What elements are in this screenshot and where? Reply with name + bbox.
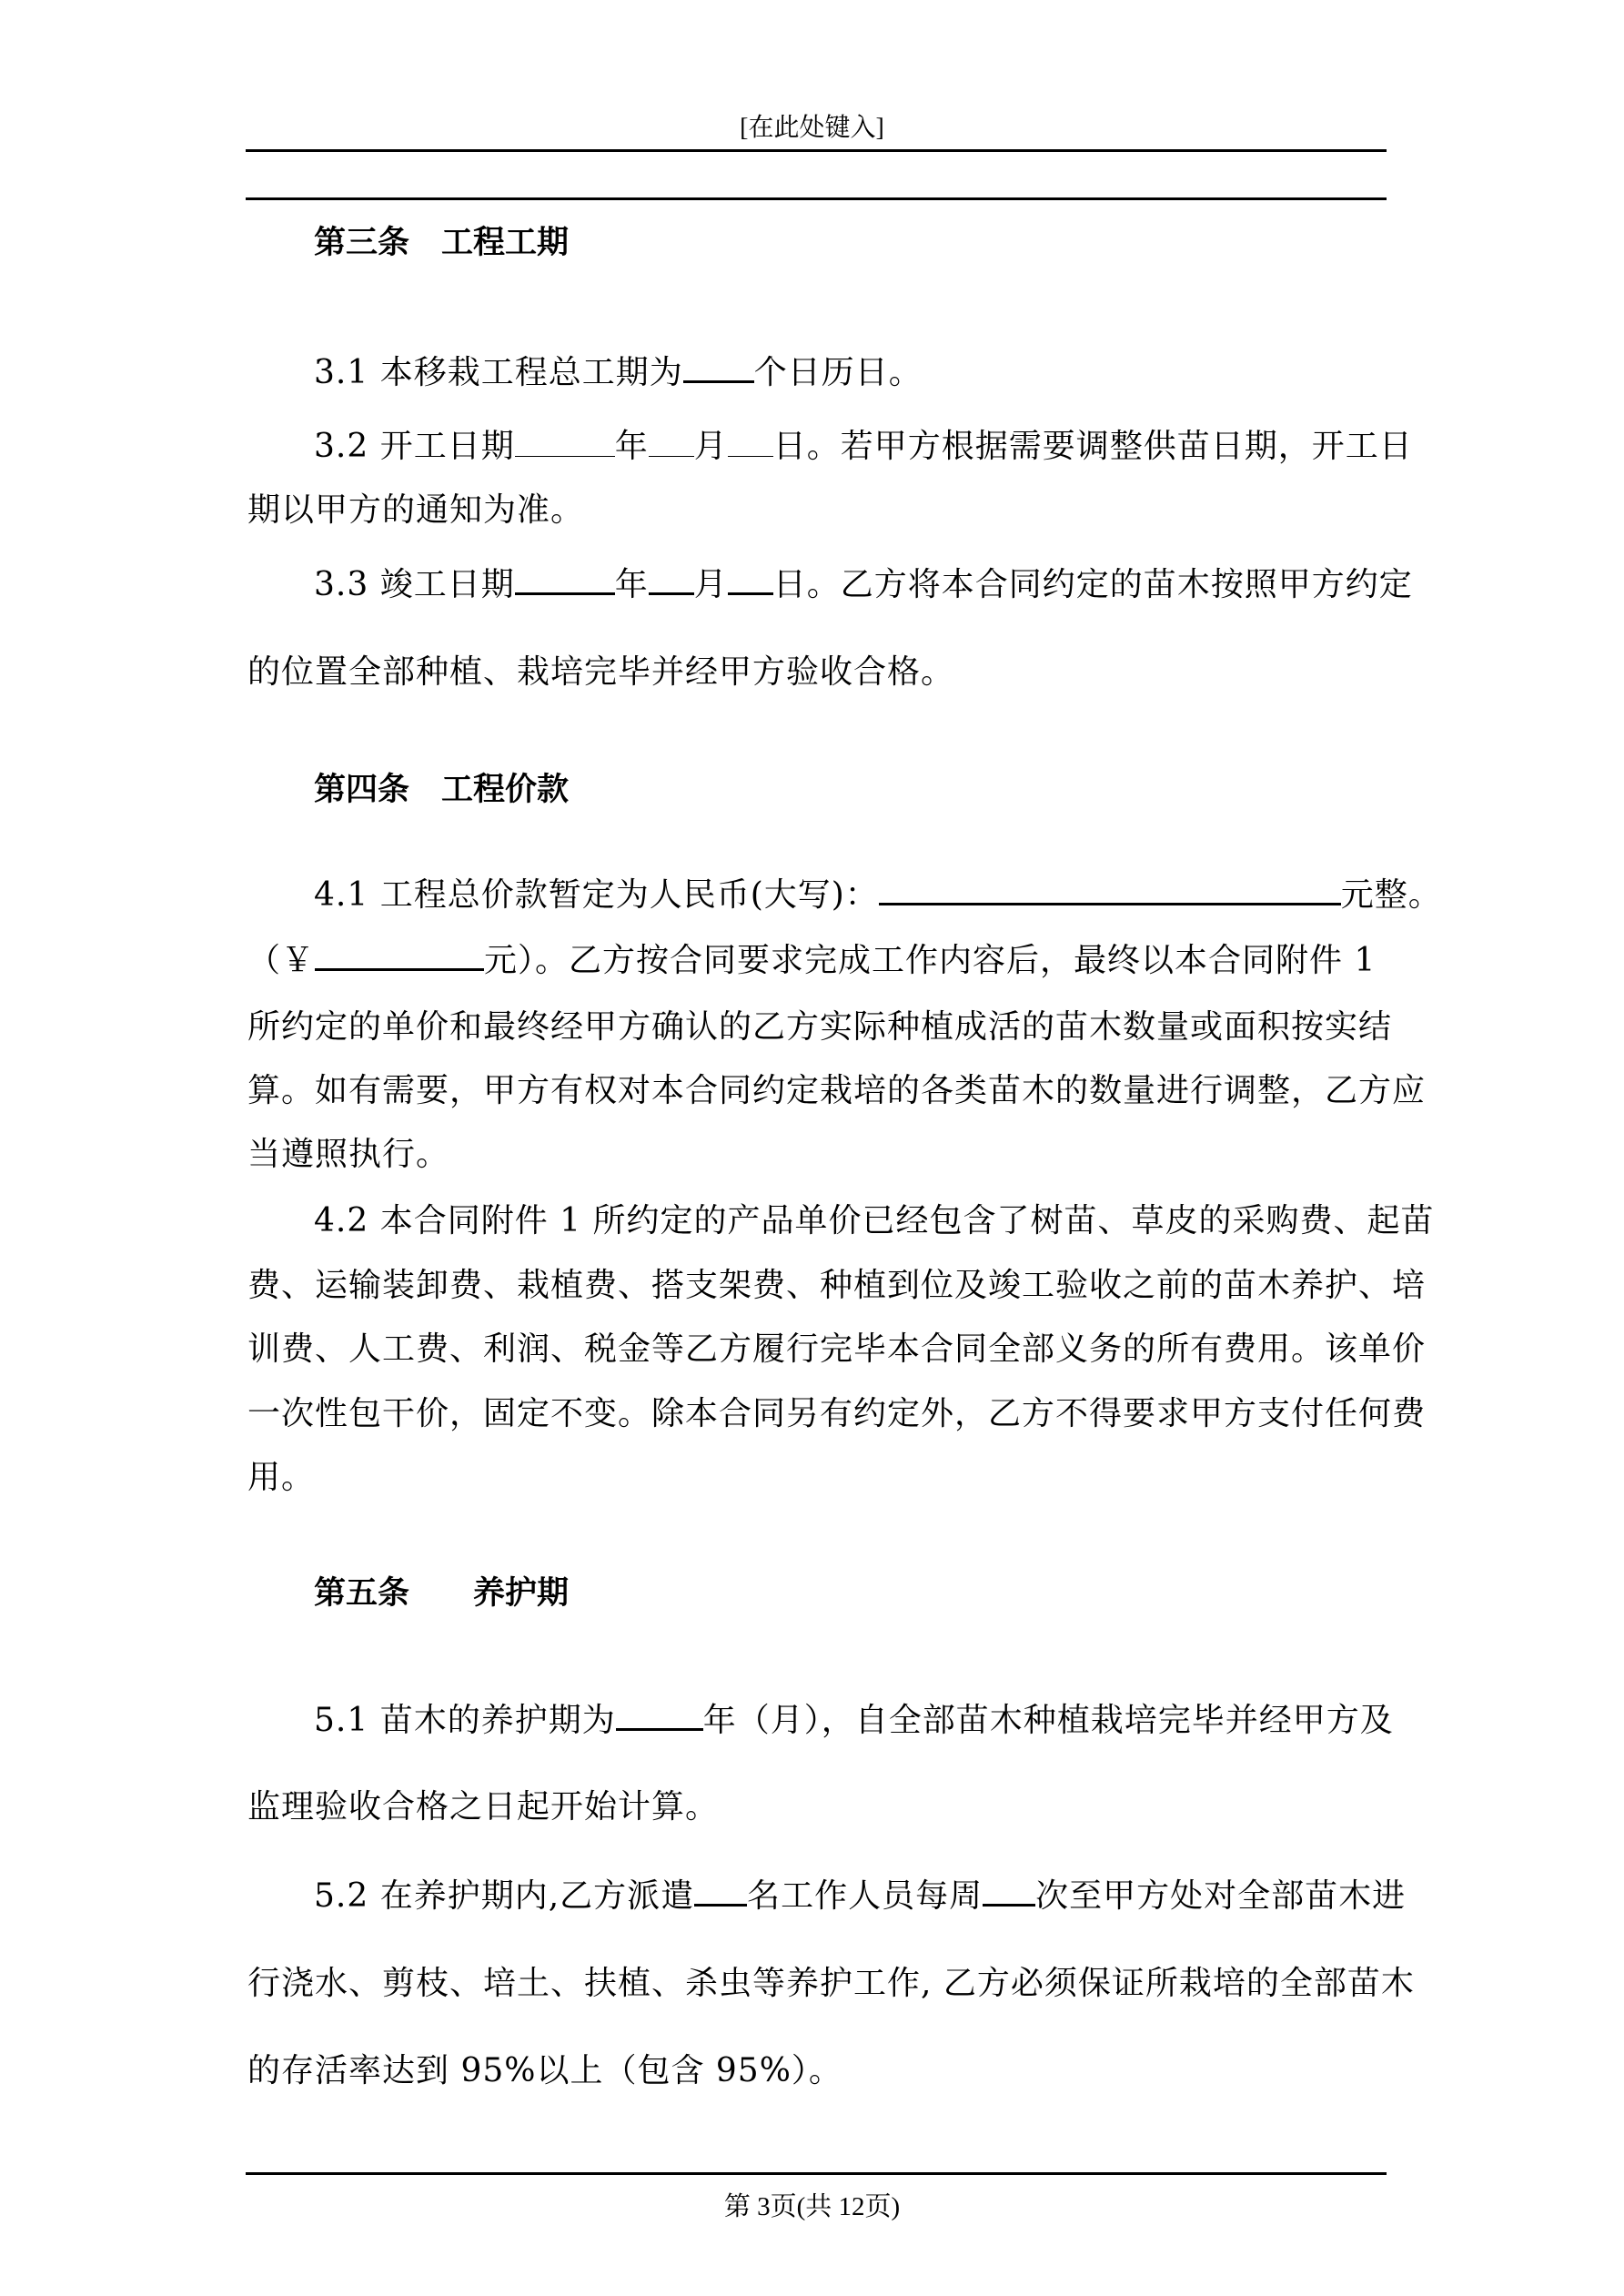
blank-field [515,427,615,457]
page-footer: 第 3页(共 12页) [723,2192,901,2221]
blank-field [683,351,754,383]
clause-3-2: 3.2 开工日期 年 月 日。若甲方根据需要调整供苗日期，开工日 [314,428,1413,465]
clause-3-3-line-2: 的位置全部种植、栽培完毕并经甲方验收合格。 [247,653,955,691]
clause-4-1: 4.1 工程总价款暂定为人民币(大写)： 元整。 [314,874,1442,917]
clause-5-2-line-3: 的存活率达到 95%以上（包含 95%）。 [247,2052,842,2089]
clause-4-2-line-5: 用。 [247,1459,316,1496]
clause-3-3: 3.3 竣工日期 年 月 日。乙方将本合同约定的苗木按照甲方约定 [314,563,1413,607]
clause-4-2: 4.2 本合同附件 1 所约定的产品单价已经包含了树苗、草皮的采购费、起苗 [314,1202,1435,1239]
blank-field [728,563,773,595]
blank-field [728,427,773,457]
blank-field [616,1699,703,1731]
clause-5-2: 5.2 在养护期内,乙方派遣 名工作人员每周 次至甲方处对全部苗木进 [314,1875,1406,1918]
article-3-heading: 第三条 工程工期 [314,225,570,261]
page-header: [在此处键入] [740,114,884,142]
footer-rule [246,2172,1387,2175]
clause-5-1: 5.1 苗木的养护期为 年（月），自全部苗木种植栽培完毕并经甲方及 [314,1699,1394,1743]
clause-4-1-line-4: 算。如有需要，甲方有权对本合同约定栽培的各类苗木的数量进行调整，乙方应 [247,1072,1427,1109]
article-5-heading: 第五条 养护期 [314,1575,570,1612]
blank-field [649,563,694,595]
header-rule [246,149,1387,152]
clause-4-1-line-3: 所约定的单价和最终经甲方确认的乙方实际种植成活的苗木数量或面积按实结 [247,1008,1393,1046]
clause-3-2-line-2: 期以甲方的通知为准。 [247,491,585,529]
clause-5-2-line-2: 行浇水、剪枝、培土、扶植、杀虫等养护工作, 乙方必须保证所栽培的全部苗木 [247,1965,1415,2002]
blank-field [983,1875,1035,1907]
clause-5-1-line-2: 监理验收合格之日起开始计算。 [247,1788,720,1826]
blank-field [879,874,1341,905]
clause-3-1: 3.1 本移栽工程总工期为 个日历日。 [314,351,923,395]
article-4-heading: 第四条 工程价款 [314,772,570,808]
clause-4-2-line-2: 费、运输装卸费、栽植费、搭支架费、种植到位及竣工验收之前的苗木养护、培 [247,1267,1427,1304]
header-rule-lower [246,197,1387,200]
blank-field [315,939,484,971]
blank-field [649,427,694,457]
clause-4-2-line-4: 一次性包干价，固定不变。除本合同另有约定外，乙方不得要求甲方支付任何费 [247,1395,1427,1432]
blank-field [694,1875,747,1907]
clause-4-2-line-3: 训费、人工费、利润、税金等乙方履行完毕本合同全部义务的所有费用。该单价 [247,1330,1427,1368]
clause-4-1-line-2: （￥ 元）。乙方按合同要求完成工作内容后，最终以本合同附件 1 [247,939,1376,983]
blank-field [515,563,615,595]
clause-4-1-line-5: 当遵照执行。 [247,1136,450,1173]
